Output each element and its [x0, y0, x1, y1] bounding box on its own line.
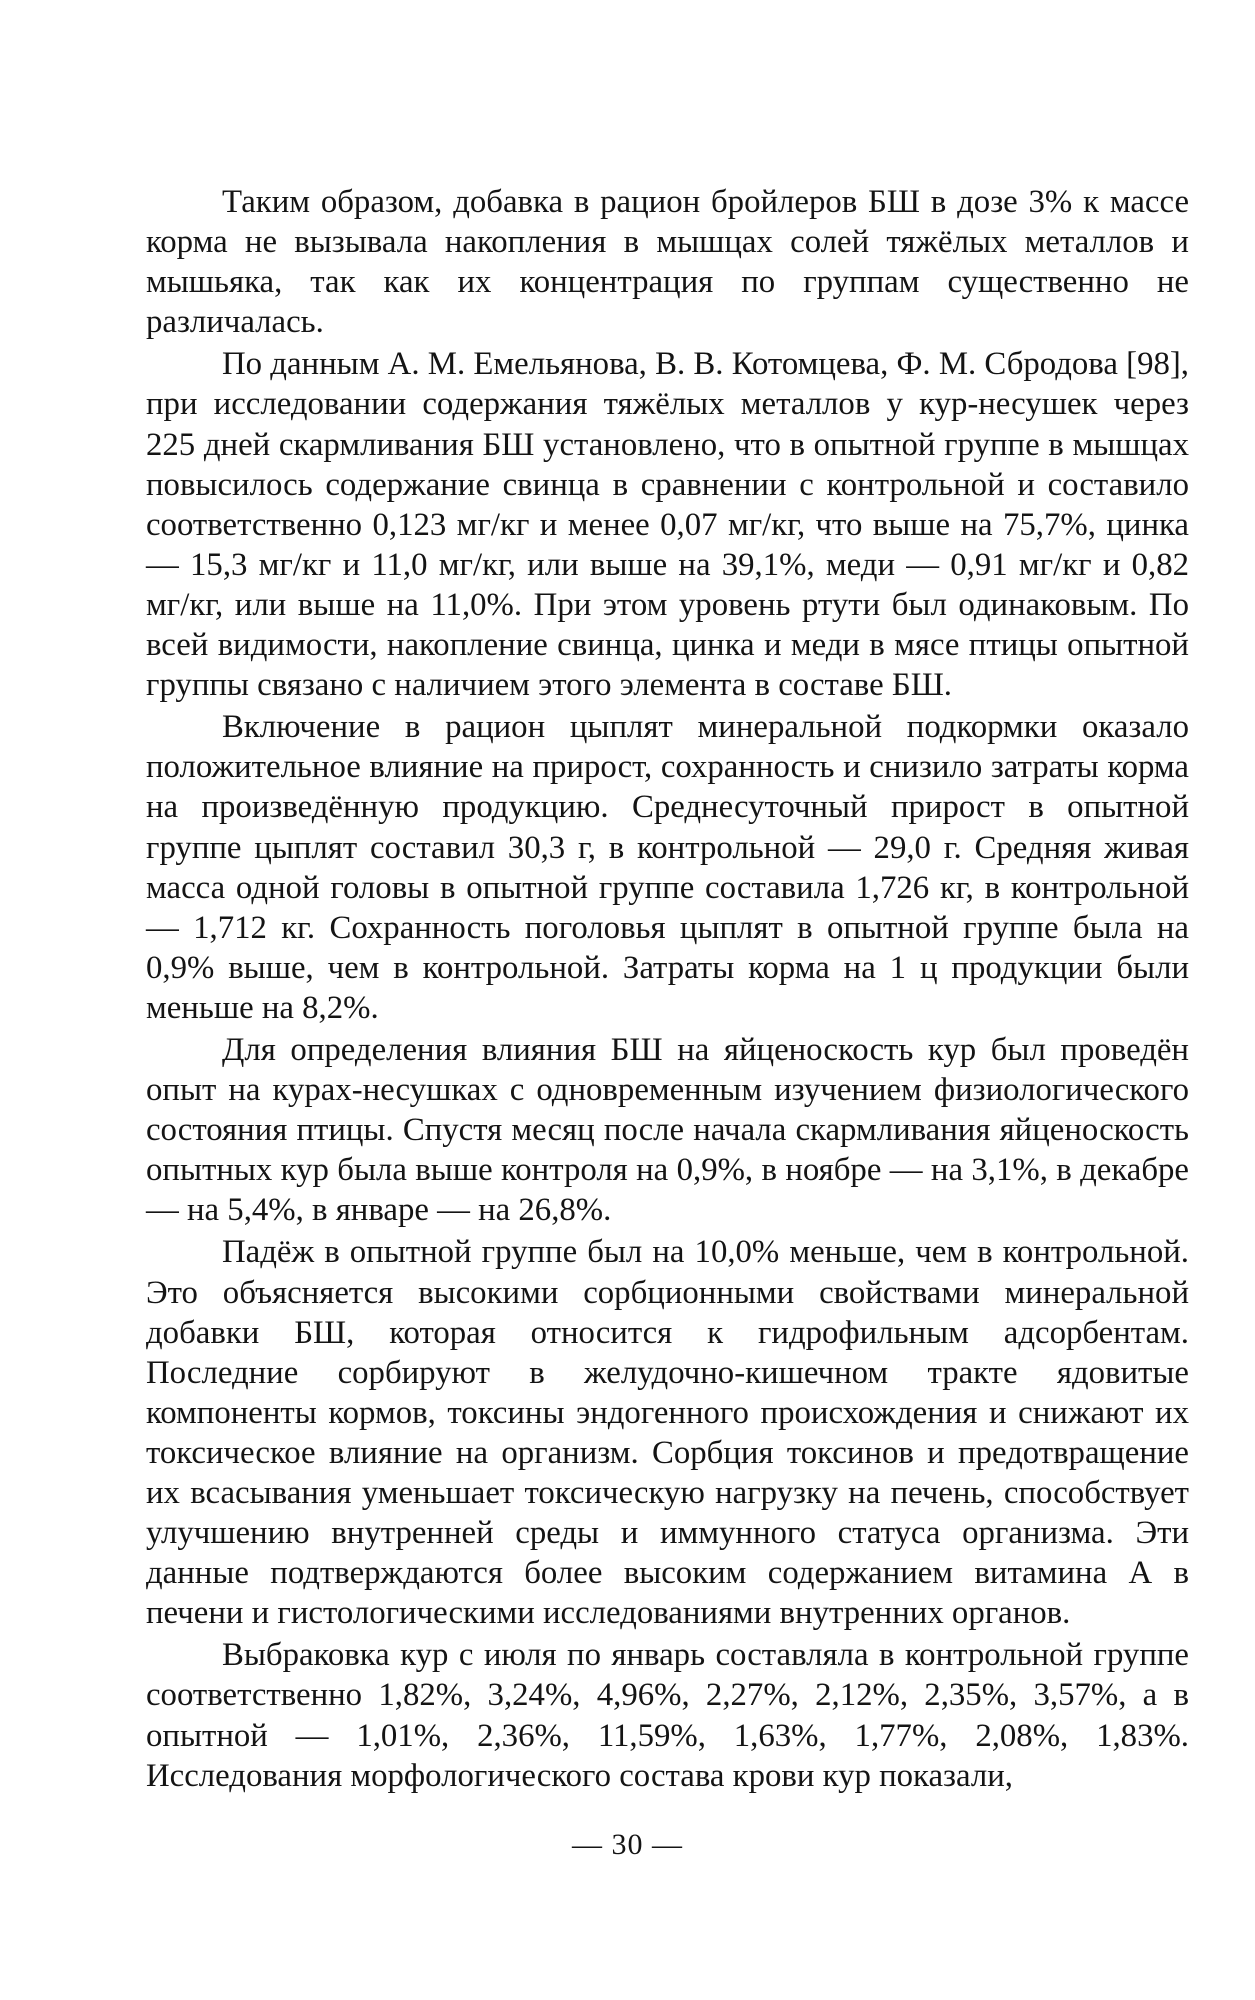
paragraph-5: Падёж в опытной группе был на 10,0% меньше, чем в контрольной. Это объясняется высокими сорбционными свойствами минеральной добавки БШ, которая относится к гидрофильным адсорбентам. Последние сорбируют в желудочно-кишечном тракте ядовитые компоненты кормов, токсины эндогенного происхождения и снижают их токсическое влияние на организм. Сорбция токсинов и предотвращение их всасывания уменьшает токсическую нагрузку на печень, способствует улучшению внутренней среды и иммунного статуса организма. Эти данные подтверждаются более высоким содержанием витамина А в печени и гистологическими исследованиями внутренних органов. [146, 1234, 1189, 1632]
paragraph-6: Выбраковка кур с июля по январь составляла в контрольной группе соответственно 1,82%, 3,24%, 4,96%, 2,27%, 2,12%, 2,35%, 3,57%, а в опытной — 1,01%, 2,36%, 11,59%, 1,63%, 1,77%, 2,08%, 1,83%. Исследования морфологического состава крови кур показали, [146, 1637, 1189, 1794]
paragraph-2: По данным А. М. Емельянова, В. В. Котомцева, Ф. М. Сбродова [98], при исследовании содержания тяжёлых металлов у кур-несушек через 225 дней скармливания БШ установлено, что в опытной группе в мышцах повысилось содержание свинца в сравнении с контрольной и составило соответственно 0,123 мг/кг и менее 0,07 мг/кг, что выше на 75,7%, цинка — 15,3 мг/кг и 11,0 мг/кг, или выше на 39,1%, меди — 0,91 мг/кг и 0,82 мг/кг, или выше на 11,0%. При этом уровень ртути был одинаковым. По всей видимости, накопление свинца, цинка и меди в мясе птицы опытной группы связано с наличием этого элемента в составе БШ. [146, 346, 1189, 704]
page-number: — 30 — [572, 1828, 683, 1861]
paragraph-1: Таким образом, добавка в рацион бройлеров БШ в дозе 3% к массе корма не вызывала накопления в мышцах солей тяжёлых металлов и мышьяка, так как их концентрация по группам существенно не различалась. [146, 184, 1189, 341]
paragraph-4: Для определения влияния БШ на яйценоскость кур был проведён опыт на курах-несушках с одновременным изучением физиологического состояния птицы. Спустя месяц после начала скармливания яйценоскость опытных кур была выше контроля на 0,9%, в ноябре — на 3,1%, в декабре — на 5,4%, в январе — на 26,8%. [146, 1031, 1189, 1229]
body-text [146, 182, 1189, 1796]
paragraph-3: Включение в рацион цыплят минеральной подкормки оказало положительное влияние на прирост, сохранность и снизило затраты корма на произведённую продукцию. Среднесуточный прирост в опытной группе цыплят составил 30,3 г, в контрольной — 29,0 г. Средняя живая масса одной головы в опытной группе составила 1,726 кг, в контрольной — 1,712 кг. Сохранность поголовья цыплят в опытной группе была на 0,9% выше, чем в контрольной. Затраты корма на 1 ц продукции были меньше на 8,2%. [146, 709, 1189, 1026]
